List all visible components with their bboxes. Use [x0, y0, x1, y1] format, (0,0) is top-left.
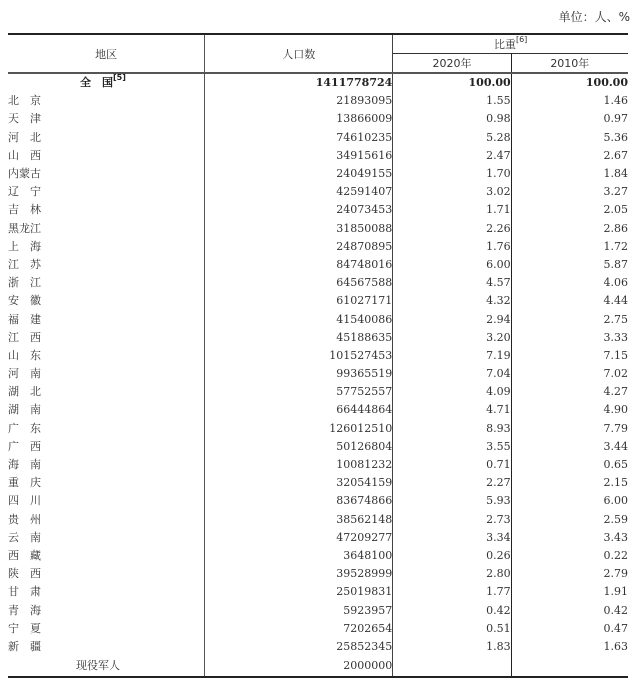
region-name: 四 川 [8, 494, 41, 508]
table-row [8, 601, 628, 619]
region-cell [8, 274, 205, 292]
share-2020-cell: 3.55 [393, 438, 511, 456]
share-2010-cell: 3.33 [603, 330, 628, 344]
population-cell: 39528999 [205, 565, 393, 583]
region-name: 广 东 [8, 421, 41, 435]
region-name: 山 东 [8, 348, 41, 362]
population-cell: 13866009 [205, 110, 393, 128]
share-2020-cell: 7.04 [393, 365, 511, 383]
population-cell: 24870895 [205, 238, 393, 256]
share-2010-cell [511, 656, 628, 677]
population-table [8, 33, 628, 678]
region-cell [8, 456, 205, 474]
share-2010-cell: 1.72 [603, 239, 628, 253]
military-row [8, 656, 628, 677]
share-2020-cell: 4.71 [393, 401, 511, 419]
region-name: 吉 林 [8, 203, 41, 217]
population-cell: 24073453 [205, 201, 393, 219]
share-2010-cell: 0.97 [603, 112, 628, 126]
population-cell: 31850088 [205, 220, 393, 238]
header-population: 人口数 [205, 34, 393, 73]
table-row [8, 256, 628, 274]
share-2020-cell: 2.73 [393, 511, 511, 529]
population-cell: 34915616 [205, 147, 393, 165]
region-cell [8, 620, 205, 638]
table-row [8, 547, 628, 565]
region-name: 山 西 [8, 148, 41, 162]
region-cell [8, 638, 205, 656]
share-2010-cell: 6.00 [603, 494, 628, 508]
region-name: 安 徽 [8, 294, 41, 308]
region-name: 宁 夏 [8, 621, 41, 635]
share-2010-cell: 4.27 [603, 385, 628, 399]
table-row [8, 292, 628, 310]
share-2010-cell: 100.00 [585, 76, 628, 90]
region-cell [8, 438, 205, 456]
total-row [8, 73, 628, 92]
share-2010-cell: 2.75 [603, 312, 628, 326]
table-row [8, 165, 628, 183]
population-cell: 42591407 [205, 183, 393, 201]
population-cell: 7202654 [205, 620, 393, 638]
share-2020-cell: 1.70 [393, 165, 511, 183]
share-2010-cell: 1.63 [603, 639, 628, 653]
share-2020-cell: 1.83 [393, 638, 511, 656]
table-row [8, 347, 628, 365]
population-cell: 61027171 [205, 292, 393, 310]
region-cell [8, 365, 205, 383]
region-name: 贵 州 [8, 512, 41, 526]
population-cell: 99365519 [205, 365, 393, 383]
table-row [8, 238, 628, 256]
region-name: 天 津 [8, 112, 41, 126]
region-name: 北 京 [8, 94, 41, 108]
share-2020-cell: 0.71 [393, 456, 511, 474]
region-name: 浙 江 [8, 276, 41, 290]
table-row [8, 638, 628, 656]
region-name: 海 南 [8, 458, 41, 472]
share-2020-cell: 7.19 [393, 347, 511, 365]
table-row [8, 220, 628, 238]
share-2020-cell: 5.93 [393, 492, 511, 510]
population-cell: 41540086 [205, 310, 393, 328]
share-2020-cell: 2.27 [393, 474, 511, 492]
share-2010-cell: 0.65 [603, 458, 628, 472]
population-cell: 3648100 [205, 547, 393, 565]
table-row [8, 474, 628, 492]
share-2010-cell: 4.44 [603, 294, 628, 308]
region-cell [8, 256, 205, 274]
table-row [8, 511, 628, 529]
region-cell [8, 238, 205, 256]
region-cell [8, 492, 205, 510]
region-cell [8, 129, 205, 147]
population-cell: 50126804 [205, 438, 393, 456]
region-name: 现役军人 [76, 659, 120, 672]
table-row [8, 438, 628, 456]
share-2010-cell: 7.79 [603, 421, 628, 435]
region-name: 江 西 [8, 330, 41, 344]
share-2020-cell: 2.47 [393, 147, 511, 165]
share-2010-cell: 3.44 [603, 439, 628, 453]
table-row [8, 492, 628, 510]
region-cell [8, 183, 205, 201]
population-cell: 57752557 [205, 383, 393, 401]
table-row [8, 383, 628, 401]
region-cell [8, 92, 205, 110]
population-cell: 45188635 [205, 329, 393, 347]
table-row [8, 456, 628, 474]
region-cell [8, 310, 205, 328]
region-name: 重 庆 [8, 476, 41, 490]
share-2020-cell: 4.09 [393, 383, 511, 401]
region-name: 新 疆 [8, 639, 41, 653]
share-2020-cell: 2.80 [393, 565, 511, 583]
region-cell [8, 547, 205, 565]
share-2020-cell: 4.57 [393, 274, 511, 292]
footnote-6[interactable]: [6] [515, 35, 528, 44]
region-cell [8, 220, 205, 238]
region-name: 广 西 [8, 439, 41, 453]
region-name: 云 南 [8, 530, 41, 544]
region-name: 上 海 [8, 239, 41, 253]
table-body [8, 73, 628, 677]
share-2020-cell: 8.93 [393, 420, 511, 438]
population-cell: 74610235 [205, 129, 393, 147]
header-share-label: 比重 [493, 38, 516, 51]
region-name: 湖 南 [8, 403, 41, 417]
share-2010-cell: 3.43 [603, 530, 628, 544]
share-2010-cell: 2.05 [603, 203, 628, 217]
region-name: 河 南 [8, 367, 41, 381]
population-cell: 25019831 [205, 583, 393, 601]
share-2020-cell: 2.94 [393, 310, 511, 328]
region-cell [8, 201, 205, 219]
table-row [8, 583, 628, 601]
region-cell [8, 401, 205, 419]
table-row [8, 310, 628, 328]
share-2010-cell: 7.02 [603, 367, 628, 381]
region-cell [8, 474, 205, 492]
share-2010-cell: 0.42 [603, 603, 628, 617]
region-name: 全 国 [80, 76, 113, 90]
region-cell [8, 292, 205, 310]
region-name: 福 建 [8, 312, 41, 326]
population-cell: 2000000 [205, 656, 393, 677]
region-name: 陕 西 [8, 567, 41, 581]
region-cell [8, 383, 205, 401]
region-cell [8, 511, 205, 529]
region-name: 江 苏 [8, 257, 41, 271]
share-2020-cell: 4.32 [393, 292, 511, 310]
region-cell [8, 165, 205, 183]
region-cell [8, 420, 205, 438]
share-2020-cell: 100.00 [393, 73, 511, 92]
table-row [8, 110, 628, 128]
table-row [8, 183, 628, 201]
share-2020-cell: 3.34 [393, 529, 511, 547]
share-2020-cell: 0.26 [393, 547, 511, 565]
share-2020-cell [393, 656, 511, 677]
unit-label: 单位：人、% [558, 10, 630, 24]
share-2010-cell: 4.06 [603, 276, 628, 290]
table-row [8, 420, 628, 438]
population-cell: 66444864 [205, 401, 393, 419]
population-cell: 47209277 [205, 529, 393, 547]
region-name: 黑龙江 [8, 221, 41, 235]
share-2010-cell: 4.90 [603, 403, 628, 417]
share-2010-cell: 5.87 [603, 257, 628, 271]
share-2020-cell: 1.76 [393, 238, 511, 256]
population-cell: 64567588 [205, 274, 393, 292]
region-cell [8, 529, 205, 547]
share-2020-cell: 1.77 [393, 583, 511, 601]
population-cell: 24049155 [205, 165, 393, 183]
share-2010-cell: 1.84 [603, 167, 628, 181]
share-2020-cell: 0.51 [393, 620, 511, 638]
header-region: 地区 [8, 34, 205, 73]
population-cell: 83674866 [205, 492, 393, 510]
region-cell [8, 656, 205, 677]
table-row [8, 201, 628, 219]
region-cell [8, 73, 205, 92]
share-2010-cell: 2.79 [603, 567, 628, 581]
share-2010-cell: 2.15 [603, 476, 628, 490]
share-2020-cell: 1.55 [393, 92, 511, 110]
table-row [8, 274, 628, 292]
table-row [8, 365, 628, 383]
population-cell: 25852345 [205, 638, 393, 656]
region-cell [8, 601, 205, 619]
share-2010-cell: 2.59 [603, 512, 628, 526]
share-2010-cell: 5.36 [603, 130, 628, 144]
region-name: 甘 肃 [8, 585, 41, 599]
population-cell: 101527453 [205, 347, 393, 365]
region-cell [8, 565, 205, 583]
region-name: 西 藏 [8, 548, 41, 562]
table-row [8, 92, 628, 110]
table-row [8, 147, 628, 165]
header-2020: 2020年 [393, 54, 511, 74]
population-cell: 5923957 [205, 601, 393, 619]
region-cell [8, 583, 205, 601]
share-2010-cell: 3.27 [603, 185, 628, 199]
table-row [8, 565, 628, 583]
share-2020-cell: 1.71 [393, 201, 511, 219]
share-2010-cell: 7.15 [603, 348, 628, 362]
population-cell: 21893095 [205, 92, 393, 110]
share-2010-cell: 2.86 [603, 221, 628, 235]
population-cell: 126012510 [205, 420, 393, 438]
population-cell: 84748016 [205, 256, 393, 274]
table-row [8, 129, 628, 147]
share-2010-cell: 0.22 [603, 548, 628, 562]
region-cell [8, 347, 205, 365]
share-2010-cell: 2.67 [603, 148, 628, 162]
footnote-5[interactable]: [5] [113, 73, 126, 83]
population-cell: 10081232 [205, 456, 393, 474]
share-2010-cell: 0.47 [603, 621, 628, 635]
population-cell: 32054159 [205, 474, 393, 492]
region-name: 青 海 [8, 603, 41, 617]
region-cell [8, 110, 205, 128]
table-row [8, 529, 628, 547]
share-2020-cell: 3.02 [393, 183, 511, 201]
table-row [8, 401, 628, 419]
region-name: 湖 北 [8, 385, 41, 399]
region-name: 河 北 [8, 130, 41, 144]
share-2020-cell: 3.20 [393, 329, 511, 347]
header-share [393, 34, 628, 54]
header-row-1 [8, 34, 628, 54]
population-cell: 38562148 [205, 511, 393, 529]
share-2020-cell: 2.26 [393, 220, 511, 238]
population-cell: 1411778724 [205, 73, 393, 92]
share-2020-cell: 0.42 [393, 601, 511, 619]
share-2020-cell: 6.00 [393, 256, 511, 274]
share-2020-cell: 5.28 [393, 129, 511, 147]
region-cell [8, 147, 205, 165]
region-name: 内蒙古 [8, 167, 41, 181]
table-row [8, 620, 628, 638]
share-2020-cell: 0.98 [393, 110, 511, 128]
share-2010-cell: 1.46 [603, 94, 628, 108]
region-name: 辽 宁 [8, 185, 41, 199]
header-2010: 2010年 [511, 54, 628, 74]
region-cell [8, 329, 205, 347]
share-2010-cell: 1.91 [603, 585, 628, 599]
table-row [8, 329, 628, 347]
